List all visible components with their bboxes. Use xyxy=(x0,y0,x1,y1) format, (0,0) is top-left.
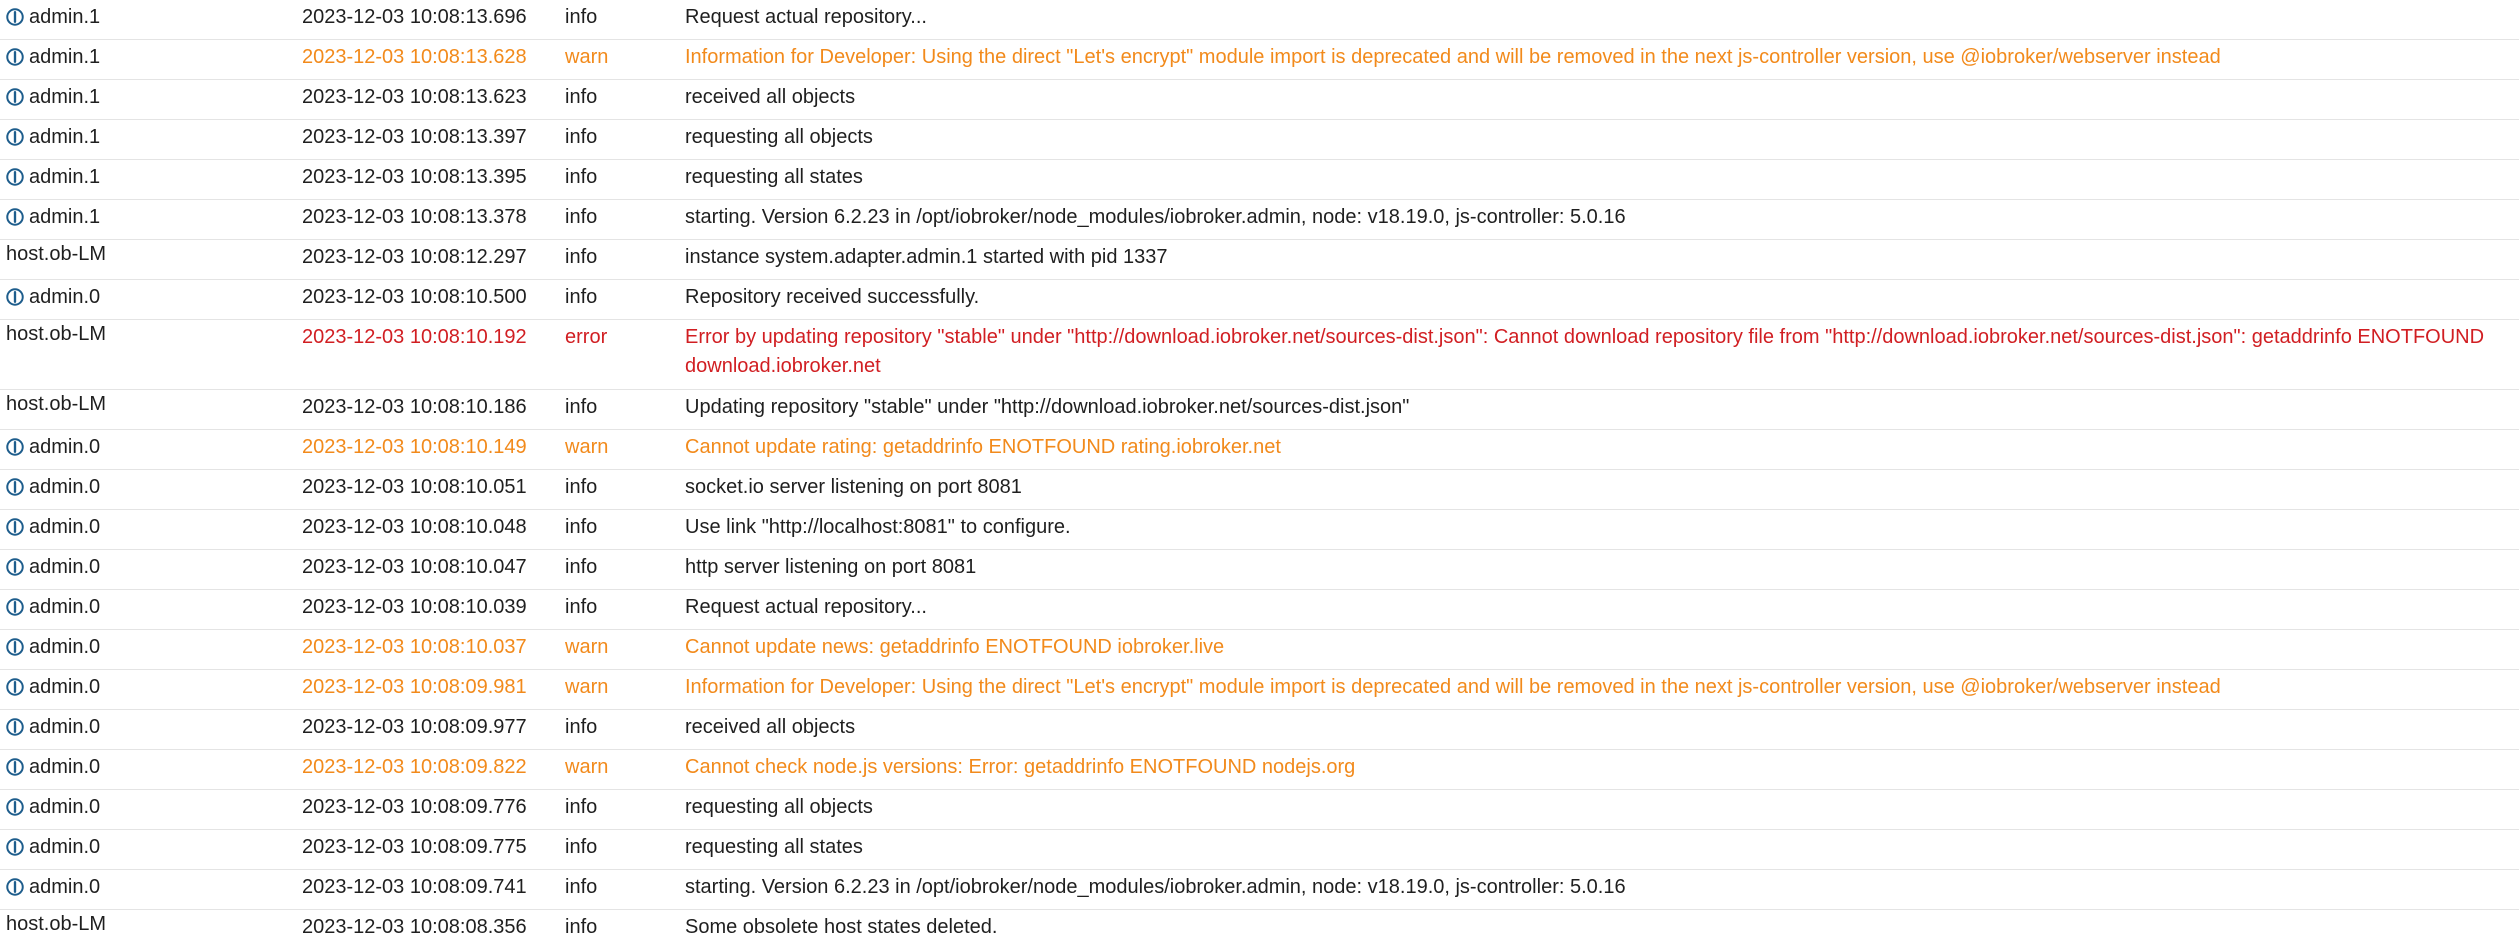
iobroker-logo-icon xyxy=(6,758,24,776)
log-row-6[interactable] xyxy=(0,240,2519,280)
iobroker-logo-icon xyxy=(6,288,24,306)
log-message: Cannot check node.js versions: Error: getaddrinfo ENOTFOUND nodejs.org xyxy=(685,756,1356,778)
log-source xyxy=(6,433,100,462)
log-severity: info xyxy=(565,716,598,738)
log-source-label: admin.1 xyxy=(29,6,101,28)
log-row-11[interactable] xyxy=(0,470,2519,510)
log-message: requesting all objects xyxy=(685,796,873,818)
log-severity: info xyxy=(565,556,598,578)
log-source xyxy=(6,83,100,112)
log-severity: info xyxy=(565,286,598,308)
log-row-4[interactable] xyxy=(0,160,2519,200)
log-row-18[interactable] xyxy=(0,750,2519,790)
log-row-20[interactable] xyxy=(0,830,2519,870)
iobroker-logo-icon xyxy=(6,168,24,186)
iobroker-logo-icon xyxy=(6,718,24,736)
log-source xyxy=(6,203,100,232)
log-source-label: admin.0 xyxy=(29,876,101,898)
log-timestamp: 2023-12-03 10:08:13.696 xyxy=(302,6,527,28)
log-timestamp: 2023-12-03 10:08:13.378 xyxy=(302,206,527,228)
log-row-16[interactable] xyxy=(0,670,2519,710)
log-source xyxy=(6,513,100,542)
log-timestamp: 2023-12-03 10:08:10.149 xyxy=(302,436,527,458)
log-source xyxy=(6,163,100,192)
log-source xyxy=(6,240,106,269)
log-message: Request actual repository... xyxy=(685,6,927,28)
log-severity: info xyxy=(565,166,598,188)
log-severity: error xyxy=(565,326,608,348)
log-timestamp: 2023-12-03 10:08:12.297 xyxy=(302,246,527,268)
iobroker-logo-icon xyxy=(6,878,24,896)
log-row-19[interactable] xyxy=(0,790,2519,830)
log-source-label: admin.0 xyxy=(29,286,101,308)
log-severity: info xyxy=(565,246,598,268)
log-row-3[interactable] xyxy=(0,120,2519,160)
log-severity: info xyxy=(565,206,598,228)
log-message: starting. Version 6.2.23 in /opt/iobroker/node_modules/iobroker.admin, node: v18.19.0, js-controller: 5.0.16 xyxy=(685,876,1626,898)
log-timestamp: 2023-12-03 10:08:10.039 xyxy=(302,596,527,618)
log-source-label: host.ob-LM xyxy=(6,323,107,345)
log-message: socket.io server listening on port 8081 xyxy=(685,476,1022,498)
log-severity: warn xyxy=(565,636,609,658)
log-source xyxy=(6,473,100,502)
log-source xyxy=(6,320,106,349)
log-source-label: admin.0 xyxy=(29,796,101,818)
log-timestamp: 2023-12-03 10:08:10.048 xyxy=(302,516,527,538)
iobroker-logo-icon xyxy=(6,678,24,696)
log-source-label: admin.1 xyxy=(29,86,101,108)
log-message: Use link "http://localhost:8081" to configure. xyxy=(685,516,1071,538)
iobroker-logo-icon xyxy=(6,208,24,226)
log-severity: info xyxy=(565,876,598,898)
iobroker-logo-icon xyxy=(6,128,24,146)
log-message: Information for Developer: Using the direct "Let's encrypt" module import is deprecated and will be removed in the next js-controller version, use @iobroker/webserver instead xyxy=(685,676,2221,698)
log-severity: info xyxy=(565,396,598,418)
iobroker-logo-icon xyxy=(6,838,24,856)
log-timestamp: 2023-12-03 10:08:10.047 xyxy=(302,556,527,578)
log-timestamp: 2023-12-03 10:08:10.186 xyxy=(302,396,527,418)
log-timestamp: 2023-12-03 10:08:08.356 xyxy=(302,916,527,938)
log-row-17[interactable] xyxy=(0,710,2519,750)
log-source xyxy=(6,793,100,822)
log-source-label: admin.0 xyxy=(29,716,101,738)
iobroker-logo-icon xyxy=(6,48,24,66)
log-source-label: admin.0 xyxy=(29,836,101,858)
iobroker-logo-icon xyxy=(6,558,24,576)
log-severity: warn xyxy=(565,46,609,68)
log-row-13[interactable] xyxy=(0,550,2519,590)
log-source xyxy=(6,753,100,782)
log-source xyxy=(6,593,100,622)
iobroker-logo-icon xyxy=(6,598,24,616)
iobroker-logo-icon xyxy=(6,478,24,496)
log-message: requesting all objects xyxy=(685,126,873,148)
log-source-label: admin.0 xyxy=(29,756,101,778)
log-source-label: admin.0 xyxy=(29,516,101,538)
log-source-label: admin.1 xyxy=(29,126,101,148)
log-source xyxy=(6,910,106,939)
log-severity: info xyxy=(565,596,598,618)
log-message: requesting all states xyxy=(685,836,863,858)
log-timestamp: 2023-12-03 10:08:09.776 xyxy=(302,796,527,818)
log-source xyxy=(6,390,106,419)
log-timestamp: 2023-12-03 10:08:09.977 xyxy=(302,716,527,738)
log-source-label: admin.0 xyxy=(29,436,101,458)
log-source-label: admin.1 xyxy=(29,166,101,188)
log-message: Updating repository "stable" under "http://download.iobroker.net/sources-dist.json" xyxy=(685,396,1410,418)
log-row-8[interactable] xyxy=(0,320,2519,390)
log-source-label: admin.0 xyxy=(29,676,101,698)
log-row-2[interactable] xyxy=(0,80,2519,120)
log-severity: info xyxy=(565,516,598,538)
log-message: http server listening on port 8081 xyxy=(685,556,977,578)
log-message: Repository received successfully. xyxy=(685,286,980,308)
log-source-label: host.ob-LM xyxy=(6,913,107,935)
log-severity: warn xyxy=(565,676,609,698)
log-message: Some obsolete host states deleted. xyxy=(685,916,998,938)
iobroker-logo-icon xyxy=(6,438,24,456)
log-source xyxy=(6,123,100,152)
log-source-label: admin.1 xyxy=(29,46,101,68)
log-source xyxy=(6,553,100,582)
log-timestamp: 2023-12-03 10:08:09.741 xyxy=(302,876,527,898)
log-row-21[interactable] xyxy=(0,870,2519,910)
log-severity: info xyxy=(565,126,598,148)
log-timestamp: 2023-12-03 10:08:10.500 xyxy=(302,286,527,308)
log-message: Cannot update news: getaddrinfo ENOTFOUND iobroker.live xyxy=(685,636,1225,658)
log-source xyxy=(6,43,100,72)
log-message: Information for Developer: Using the direct "Let's encrypt" module import is deprecated and will be removed in the next js-controller version, use @iobroker/webserver instead xyxy=(685,46,2221,68)
log-timestamp: 2023-12-03 10:08:09.775 xyxy=(302,836,527,858)
log-timestamp: 2023-12-03 10:08:10.192 xyxy=(302,326,527,348)
log-message: received all objects xyxy=(685,86,856,108)
log-timestamp: 2023-12-03 10:08:10.051 xyxy=(302,476,527,498)
iobroker-logo-icon xyxy=(6,638,24,656)
log-timestamp: 2023-12-03 10:08:09.981 xyxy=(302,676,527,698)
log-source-label: admin.0 xyxy=(29,476,101,498)
log-timestamp: 2023-12-03 10:08:13.628 xyxy=(302,46,527,68)
log-source-label: admin.0 xyxy=(29,636,101,658)
log-row-9[interactable] xyxy=(0,390,2519,430)
log-source xyxy=(6,283,100,312)
log-row-12[interactable] xyxy=(0,510,2519,550)
log-severity: warn xyxy=(565,756,609,778)
log-row-10[interactable] xyxy=(0,430,2519,470)
log-source xyxy=(6,633,100,662)
log-message: Request actual repository... xyxy=(685,596,927,618)
log-message: requesting all states xyxy=(685,166,863,188)
log-timestamp: 2023-12-03 10:08:13.623 xyxy=(302,86,527,108)
iobroker-logo-icon xyxy=(6,518,24,536)
log-timestamp: 2023-12-03 10:08:10.037 xyxy=(302,636,527,658)
log-source-label: admin.0 xyxy=(29,556,101,578)
iobroker-logo-icon xyxy=(6,8,24,26)
log-source xyxy=(6,3,100,32)
log-message: starting. Version 6.2.23 in /opt/iobroker/node_modules/iobroker.admin, node: v18.19.0, js-controller: 5.0.16 xyxy=(685,206,1626,228)
log-row-14[interactable] xyxy=(0,590,2519,630)
iobroker-logo-icon xyxy=(6,88,24,106)
log-source-label: host.ob-LM xyxy=(6,393,107,415)
log-row-1[interactable] xyxy=(0,40,2519,80)
log-row-15[interactable] xyxy=(0,630,2519,670)
iobroker-logo-icon xyxy=(6,798,24,816)
log-severity: info xyxy=(565,476,598,498)
log-source-label: admin.1 xyxy=(29,206,101,228)
log-timestamp: 2023-12-03 10:08:09.822 xyxy=(302,756,527,778)
log-severity: info xyxy=(565,836,598,858)
log-severity: info xyxy=(565,6,598,28)
log-severity: info xyxy=(565,916,598,938)
log-source xyxy=(6,833,100,862)
log-source xyxy=(6,673,100,702)
log-message: received all objects xyxy=(685,716,856,738)
log-severity: info xyxy=(565,796,598,818)
log-timestamp: 2023-12-03 10:08:13.397 xyxy=(302,126,527,148)
log-message: Error by updating repository "stable" under "http://download.iobroker.net/sources-dist.json": Cannot download repository file from "http://download.iobroker.net/sources-dist.json": getaddrinfo ENOTFOUND download.iobroker.net xyxy=(685,326,2485,377)
log-source-label: host.ob-LM xyxy=(6,243,107,265)
log-row-7[interactable] xyxy=(0,280,2519,320)
log-message: instance system.adapter.admin.1 started with pid 1337 xyxy=(685,246,1168,268)
log-row-5[interactable] xyxy=(0,200,2519,240)
log-severity: info xyxy=(565,86,598,108)
log-timestamp: 2023-12-03 10:08:13.395 xyxy=(302,166,527,188)
log-source xyxy=(6,713,100,742)
log-message: Cannot update rating: getaddrinfo ENOTFOUND rating.iobroker.net xyxy=(685,436,1281,458)
log-source-label: admin.0 xyxy=(29,596,101,618)
log-severity: warn xyxy=(565,436,609,458)
log-source xyxy=(6,873,100,902)
log-row-0[interactable] xyxy=(0,0,2519,40)
